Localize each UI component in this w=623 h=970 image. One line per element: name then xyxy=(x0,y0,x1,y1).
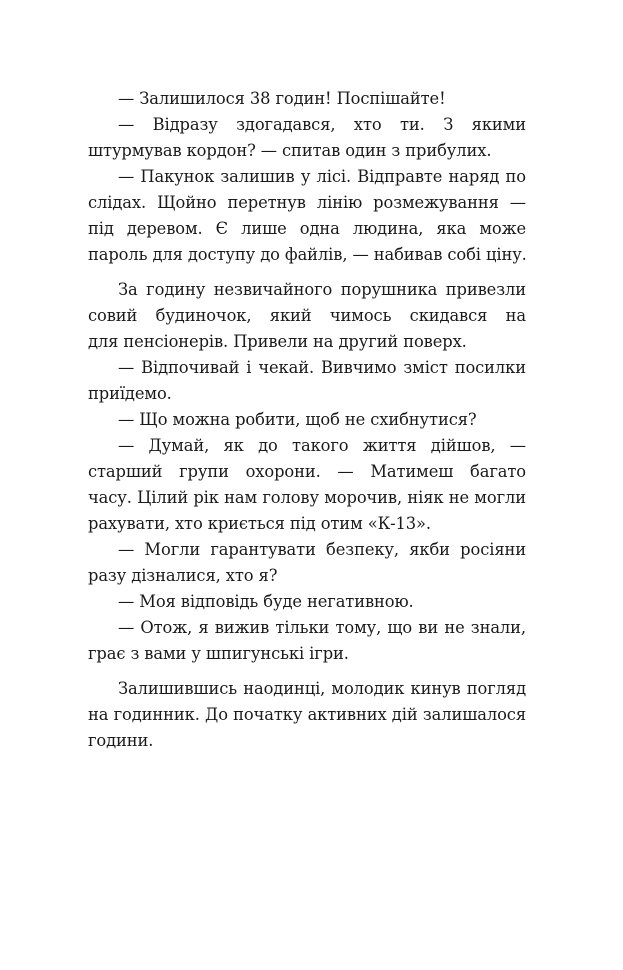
page-text xyxy=(88,86,526,754)
text-line: — Моя відповідь буде негативною. xyxy=(118,592,414,611)
text-line: години. xyxy=(88,731,154,750)
text-line: — Залишилося 38 годин! Поспішайте! xyxy=(118,89,446,108)
text-line: — Отож, я вижив тільки тому, що ви не знали, xyxy=(118,618,526,637)
text-line: — Думай, як до такого життя дійшов, — xyxy=(118,436,526,455)
text-line: совий будиночок, який чимось скидався на xyxy=(88,306,526,325)
text-line: штурмував кордон? — спитав один з прибулих. xyxy=(88,141,492,160)
text-line: — Відразу здогадався, хто ти. З якими xyxy=(118,115,526,134)
text-line: рахувати, хто криється під отим «К-13». xyxy=(88,514,431,533)
text-line: слідах. Щойно перетнув лінію розмежування — xyxy=(88,193,526,212)
text-line: на годинник. До початку активних дій залишалося xyxy=(88,705,526,724)
text-line: для пенсіонерів. Привели на другий поверх. xyxy=(88,332,467,351)
text-line: За годину незвичайного порушника привезли xyxy=(118,280,526,299)
text-line: часу. Цілий рік нам голову морочив, ніяк не могли xyxy=(88,488,526,507)
text-line: пароль для доступу до файлів, — набивав собі ціну. xyxy=(88,245,527,264)
text-line: старший групи охорони. — Матимеш багато xyxy=(88,462,526,481)
text-line: — Могли гарантувати безпеку, якби росіяни xyxy=(118,540,526,559)
text-line: під деревом. Є лише одна людина, яка може xyxy=(88,219,526,238)
text-line: приїдемо. xyxy=(88,384,172,403)
text-line: Залишившись наодинці, молодик кинув погляд xyxy=(118,679,526,698)
text-line: грає з вами у шпигунські ігри. xyxy=(88,644,349,663)
text-line: — Відпочивай і чекай. Вивчимо зміст посилки xyxy=(118,358,526,377)
text-line: — Що можна робити, щоб не схибнутися? xyxy=(118,410,477,429)
text-line: — Пакунок залишив у лісі. Відправте наряд по xyxy=(118,167,526,186)
text-line: разу дізналися, хто я? xyxy=(88,566,278,585)
